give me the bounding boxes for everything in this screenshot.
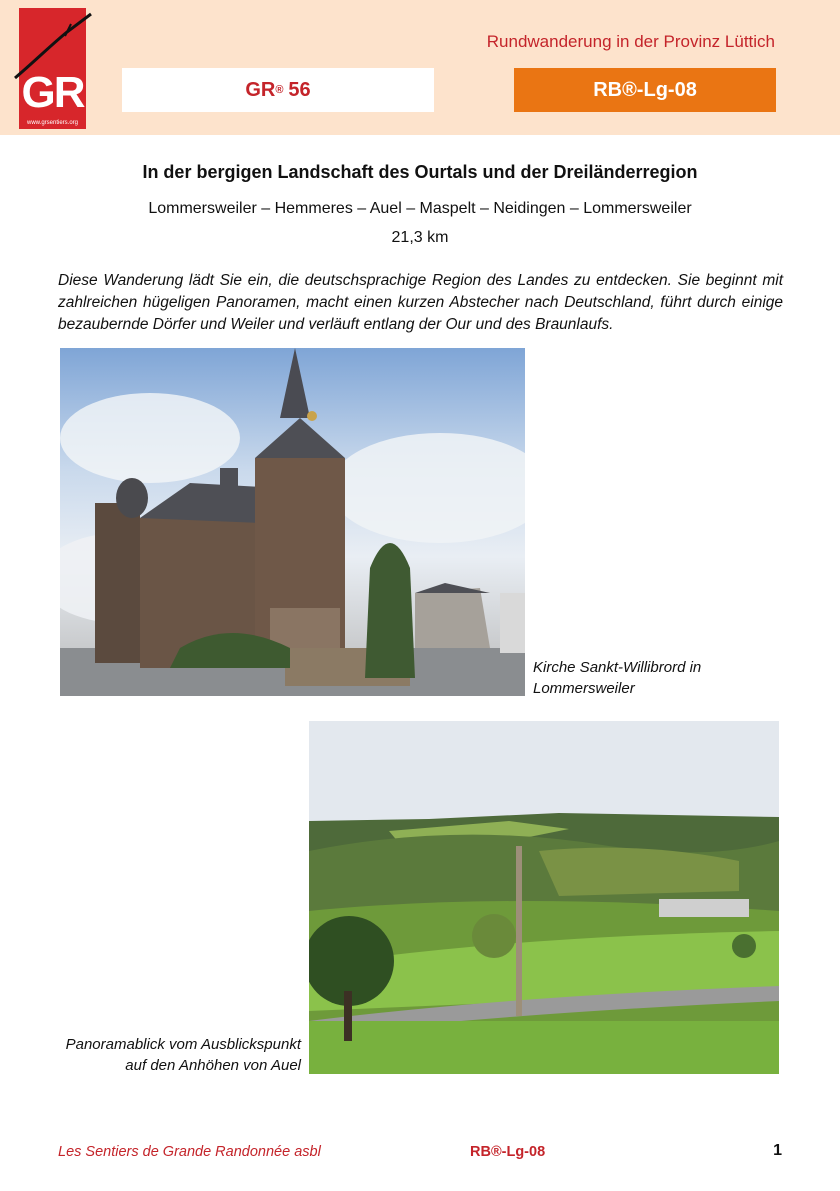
panorama-caption bbox=[40, 1034, 301, 1076]
panorama-caption-line1: Panoramablick vom Ausblickspunkt bbox=[65, 1036, 301, 1053]
gr-number: 56 bbox=[288, 78, 311, 101]
church-caption-line2: Lommersweiler bbox=[533, 680, 635, 697]
gr-logo bbox=[19, 8, 86, 129]
panorama-photo bbox=[309, 721, 779, 1074]
rb-code-box bbox=[514, 68, 776, 112]
intro-paragraph: Diese Wanderung lädt Sie ein, die deutschsprachige Region des Landes zu entdecken. Sie beginnt mit zahlreichen hügeligen Panoramen, macht einen kurzen Abstecher nach Deutschland, führt durch einige bezaubernde Dörfer und Weiler und verläuft entlang der Our und des Braunlaufs. bbox=[58, 272, 783, 333]
route-line: Lommersweiler – Hemmeres – Auel – Maspelt – Neidingen – Lommersweiler bbox=[148, 200, 692, 217]
footer-org: Les Sentiers de Grande Randonnée asbl bbox=[58, 1144, 321, 1160]
footer-code: RB®-Lg-08 bbox=[470, 1144, 546, 1160]
page-title: In der bergigen Landschaft des Ourtals und der Dreiländerregion bbox=[142, 162, 698, 182]
page-number: 1 bbox=[773, 1142, 782, 1159]
region-title: Rundwanderung in der Provinz Lüttich bbox=[486, 32, 775, 51]
logo-url: www.grsentiers.org bbox=[26, 120, 79, 126]
church-photo bbox=[60, 348, 525, 696]
gr-number-box bbox=[122, 68, 434, 112]
gr-label: GR bbox=[245, 78, 276, 101]
panorama-caption-line2: auf den Anhöhen von Auel bbox=[125, 1057, 301, 1074]
gr-registered-mark: ® bbox=[275, 84, 284, 96]
church-caption bbox=[533, 657, 773, 699]
church-caption-line1: Kirche Sankt-Willibrord in bbox=[533, 659, 702, 676]
logo-letters: GR bbox=[21, 68, 84, 117]
distance: 21,3 km bbox=[391, 229, 449, 246]
header-band bbox=[0, 0, 840, 135]
rb-code: RB®-Lg-08 bbox=[593, 78, 697, 101]
